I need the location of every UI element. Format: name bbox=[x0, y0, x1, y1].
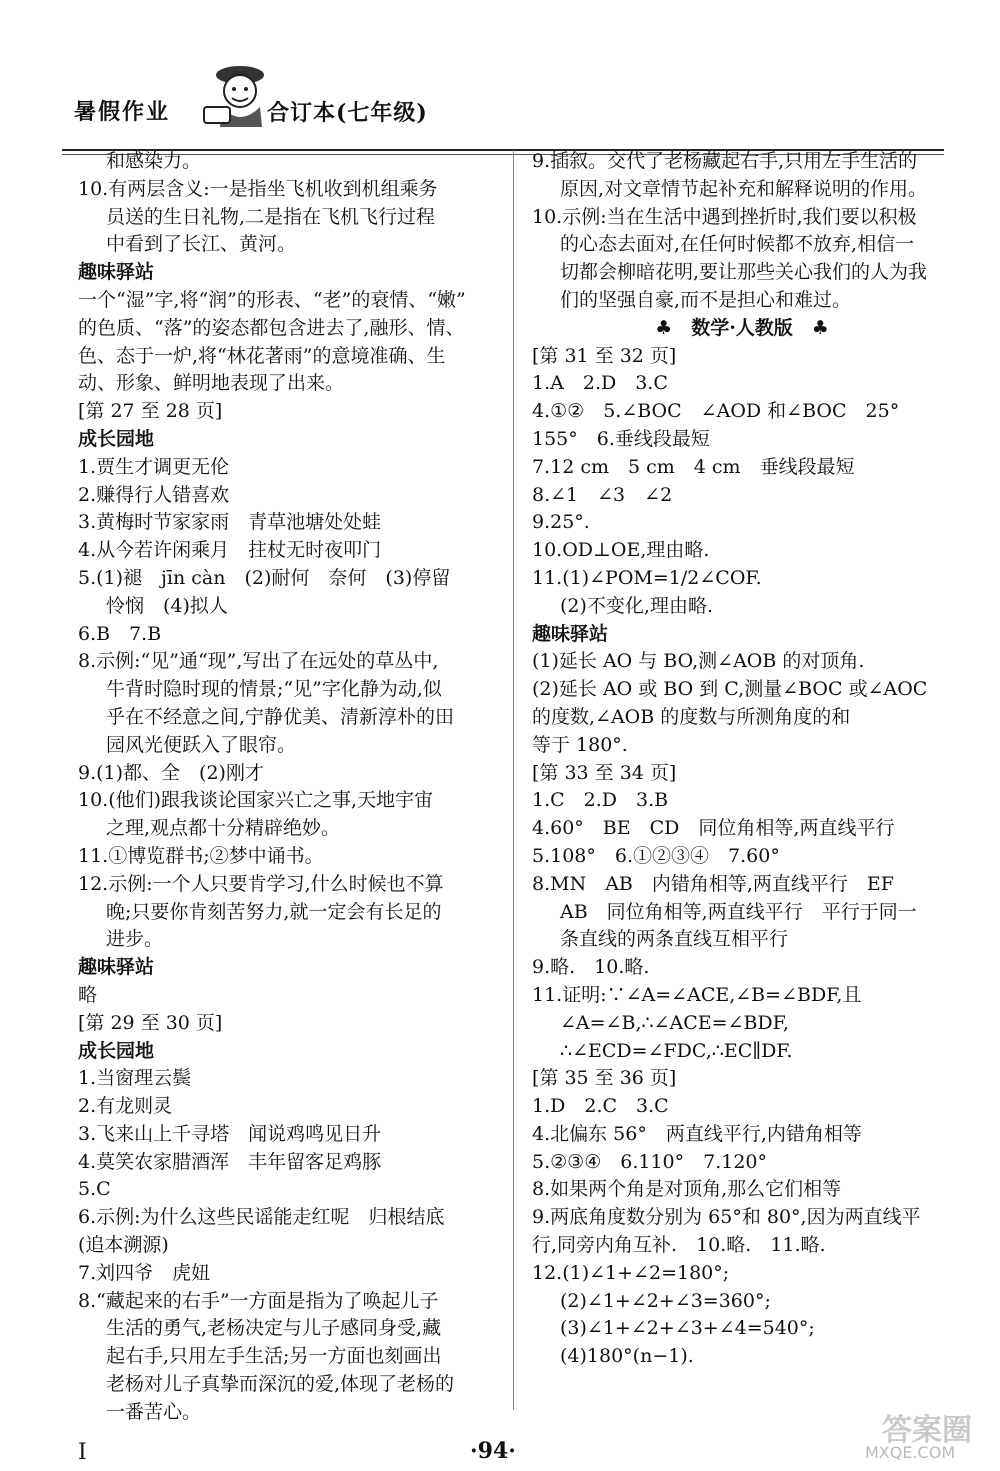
column-divider bbox=[513, 150, 514, 1410]
answer-line: 原因,对文章情节起补充和解释说明的作用。 bbox=[560, 177, 928, 200]
section-heading: 趣味驿站 bbox=[78, 956, 155, 979]
answer-line: 8.如果两个角是对顶角,那么它们相等 bbox=[532, 1178, 842, 1201]
answer-line: 和感染力。 bbox=[106, 150, 202, 172]
answer-line: 4.莫笑农家腊酒浑 丰年留客足鸡豚 bbox=[78, 1150, 382, 1173]
answer-line: 1.贾生才调更无伦 bbox=[78, 455, 230, 478]
answer-line: 之理,观点都十分精辟绝妙。 bbox=[106, 817, 341, 840]
answer-line: 4.①② 5.∠BOC ∠AOD 和∠BOC 25° bbox=[532, 400, 900, 423]
answer-line: 8.∠1 ∠3 ∠2 bbox=[532, 483, 673, 506]
answer-line: 4.60° BE CD 同位角相等,两直线平行 bbox=[532, 817, 895, 840]
answer-line: 的度数,∠AOB 的度数与所测角度的和 bbox=[532, 705, 851, 728]
answer-line: [第 35 至 36 页] bbox=[532, 1067, 677, 1090]
answer-line: 5.(1)褪 jīn càn (2)耐何 奈何 (3)停留 bbox=[78, 566, 451, 589]
answer-line: 4.从今若许闲乘月 拄杖无时夜叩门 bbox=[78, 539, 382, 562]
answer-line: 12.(1)∠1+∠2=180°; bbox=[532, 1261, 730, 1284]
answer-line: AB 同位角相等,两直线平行 平行于同一 bbox=[560, 900, 917, 923]
answer-line: 等于 180°. bbox=[532, 733, 628, 756]
page-header bbox=[62, 55, 944, 155]
answer-line: 中看到了长江、黄河。 bbox=[106, 233, 297, 256]
answer-line: 155° 6.垂线段最短 bbox=[532, 427, 710, 450]
answer-line: 怜悯 (4)拟人 bbox=[106, 594, 228, 617]
answer-line: 4.北偏东 56° 两直线平行,内错角相等 bbox=[532, 1122, 862, 1145]
answer-line: 2.赚得行人错喜欢 bbox=[78, 483, 230, 506]
answer-line: 园风光便跃入了眼帘。 bbox=[106, 733, 297, 756]
answer-line: 5.108° 6.①②③④ 7.60° bbox=[532, 844, 780, 867]
mascot-boy-icon bbox=[202, 57, 272, 129]
answer-line: 1.当窗理云鬓 bbox=[78, 1067, 192, 1090]
left-column bbox=[78, 148, 498, 1427]
answer-line: ∠A=∠B,∴∠ACE=∠BDF, bbox=[560, 1011, 789, 1034]
answer-line: 6.示例:为什么这些民谣能走红呢 归根结底 bbox=[78, 1206, 445, 1229]
answer-line: 9.两底角度数分别为 65°和 80°,因为两直线平 bbox=[532, 1206, 921, 1229]
answer-line: 3.飞来山上千寻塔 闻说鸡鸣见日升 bbox=[78, 1122, 382, 1145]
answer-line: (3)∠1+∠2+∠3+∠4=540°; bbox=[560, 1317, 815, 1340]
answer-line: 牛背时隐时现的情景;“见”字化静为动,似 bbox=[106, 678, 442, 701]
answer-line: 2.有龙则灵 bbox=[78, 1095, 173, 1118]
answer-line: 一番苦心。 bbox=[106, 1400, 202, 1423]
answer-line: 行,同旁内角互补. 10.略. 11.略. bbox=[532, 1234, 826, 1257]
answer-line: 5.②③④ 6.110° 7.120° bbox=[532, 1150, 768, 1173]
answer-line: 动、形象、鲜明地表现了出来。 bbox=[78, 372, 345, 395]
section-heading: 趣味驿站 bbox=[78, 261, 155, 284]
answer-line: (2)∠1+∠2+∠3=360°; bbox=[560, 1289, 771, 1312]
answer-line: 7.12 cm 5 cm 4 cm 垂线段最短 bbox=[532, 455, 855, 478]
book-title: 暑假作业 bbox=[74, 99, 171, 125]
answer-line: [第 31 至 32 页] bbox=[532, 344, 677, 367]
answer-line: 9.略. 10.略. bbox=[532, 956, 650, 979]
answer-line: 10.(他们)跟我谈论国家兴亡之事,天地宇宙 bbox=[78, 789, 434, 812]
answer-line: 1.D 2.C 3.C bbox=[532, 1095, 669, 1118]
answer-line: [第 29 至 30 页] bbox=[78, 1011, 223, 1034]
answer-line: (2)不变化,理由略. bbox=[560, 594, 713, 617]
answer-line: 10.有两层含义:一是指坐飞机收到机组乘务 bbox=[78, 177, 438, 200]
answer-line: 7.刘四爷 虎妞 bbox=[78, 1261, 211, 1284]
answer-line: 6.B 7.B bbox=[78, 622, 162, 645]
answer-line: 生活的勇气,老杨决定与儿子感同身受,藏 bbox=[106, 1317, 442, 1340]
answer-line: 们的坚强自豪,而不是担心和难过。 bbox=[560, 288, 852, 311]
watermark-url: MXQE.COM bbox=[865, 1443, 956, 1462]
answer-line: ∴∠ECD=∠FDC,∴EC∥DF. bbox=[560, 1039, 793, 1062]
answer-line: (追本溯源) bbox=[78, 1234, 169, 1257]
answer-line: 切都会柳暗花明,要让那些关心我们的人为我 bbox=[560, 261, 928, 284]
answer-line: (2)延长 AO 或 BO 到 C,测量∠BOC 或∠AOC bbox=[532, 678, 928, 701]
answer-line: 略 bbox=[78, 983, 98, 1006]
answer-line: (1)延长 AO 与 BO,测∠AOB 的对顶角. bbox=[532, 650, 865, 673]
answer-line: 9.25°. bbox=[532, 511, 590, 534]
answer-line: 3.黄梅时节家家雨 青草池塘处处蛙 bbox=[78, 511, 382, 534]
answer-line: 8.示例:“见”通“现”,写出了在远处的草丛中, bbox=[78, 650, 439, 673]
answer-line: 起右手,只用左手生活;另一方面也刻画出 bbox=[106, 1345, 442, 1368]
answer-line: 10.示例:当在生活中遇到挫折时,我们要以积极 bbox=[532, 205, 917, 228]
answer-line: [第 27 至 28 页] bbox=[78, 400, 223, 423]
answer-line: 进步。 bbox=[106, 928, 164, 951]
section-heading: 成长园地 bbox=[78, 427, 155, 450]
margin-mark: I bbox=[78, 1440, 87, 1465]
right-column bbox=[532, 148, 952, 1371]
answer-line: 5.C bbox=[78, 1178, 111, 1201]
answer-line: 一个“湿”字,将“润”的形表、“老”的衰情、“嫩” bbox=[78, 288, 466, 311]
answer-line: (4)180°(n−1). bbox=[560, 1345, 694, 1368]
answer-line: 乎在不经意之间,宁静优美、清新淳朴的田 bbox=[106, 705, 455, 728]
answer-line: 条直线的两条直线互相平行 bbox=[560, 928, 789, 951]
section-heading: 趣味驿站 bbox=[532, 622, 609, 645]
watermark-logo: 答案圈 bbox=[882, 1413, 972, 1448]
section-heading: 成长园地 bbox=[78, 1039, 155, 1062]
answer-line: 9.插叙。交代了老杨藏起右手,只用左手生活的 bbox=[532, 150, 918, 172]
answer-line: 11.证明:∵∠A=∠ACE,∠B=∠BDF,且 bbox=[532, 983, 862, 1006]
answer-line: 晚;只要你肯刻苦努力,就一定会有长足的 bbox=[106, 900, 442, 923]
answer-line: 员送的生日礼物,二是指在飞机飞行过程 bbox=[106, 205, 436, 228]
answer-line: 的心态去面对,在任何时候都不放弃,相信一 bbox=[560, 233, 915, 256]
answer-line: 11.(1)∠POM=1/2∠COF. bbox=[532, 566, 762, 589]
answer-line: 8.MN AB 内错角相等,两直线平行 EF bbox=[532, 872, 894, 895]
section-heading: ♣ 数学·人教版 ♣ bbox=[655, 316, 829, 339]
book-subtitle: 合订本(七年级) bbox=[267, 100, 428, 126]
answer-line: 12.示例:一个人只要肯学习,什么时候也不算 bbox=[78, 872, 444, 895]
answer-line: 的色质、“落”的姿态都包含进去了,融形、情、 bbox=[78, 316, 465, 339]
answer-line: [第 33 至 34 页] bbox=[532, 761, 677, 784]
answer-line: 1.A 2.D 3.C bbox=[532, 372, 668, 395]
answer-line: 9.(1)都、全 (2)刚才 bbox=[78, 761, 264, 784]
answer-line: 10.OD⊥OE,理由略. bbox=[532, 539, 710, 562]
answer-line: 8.“藏起来的右手”一方面是指为了唤起儿子 bbox=[78, 1289, 439, 1312]
answer-line: 色、态于一炉,将“林花著雨”的意境准确、生 bbox=[78, 344, 446, 367]
page-number: ·94· bbox=[470, 1438, 516, 1464]
answer-line: 1.C 2.D 3.B bbox=[532, 789, 669, 812]
answer-line: 11.①博览群书;②梦中诵书。 bbox=[78, 844, 324, 867]
answer-line: 老杨对儿子真挚而深沉的爱,体现了老杨的 bbox=[106, 1373, 455, 1396]
